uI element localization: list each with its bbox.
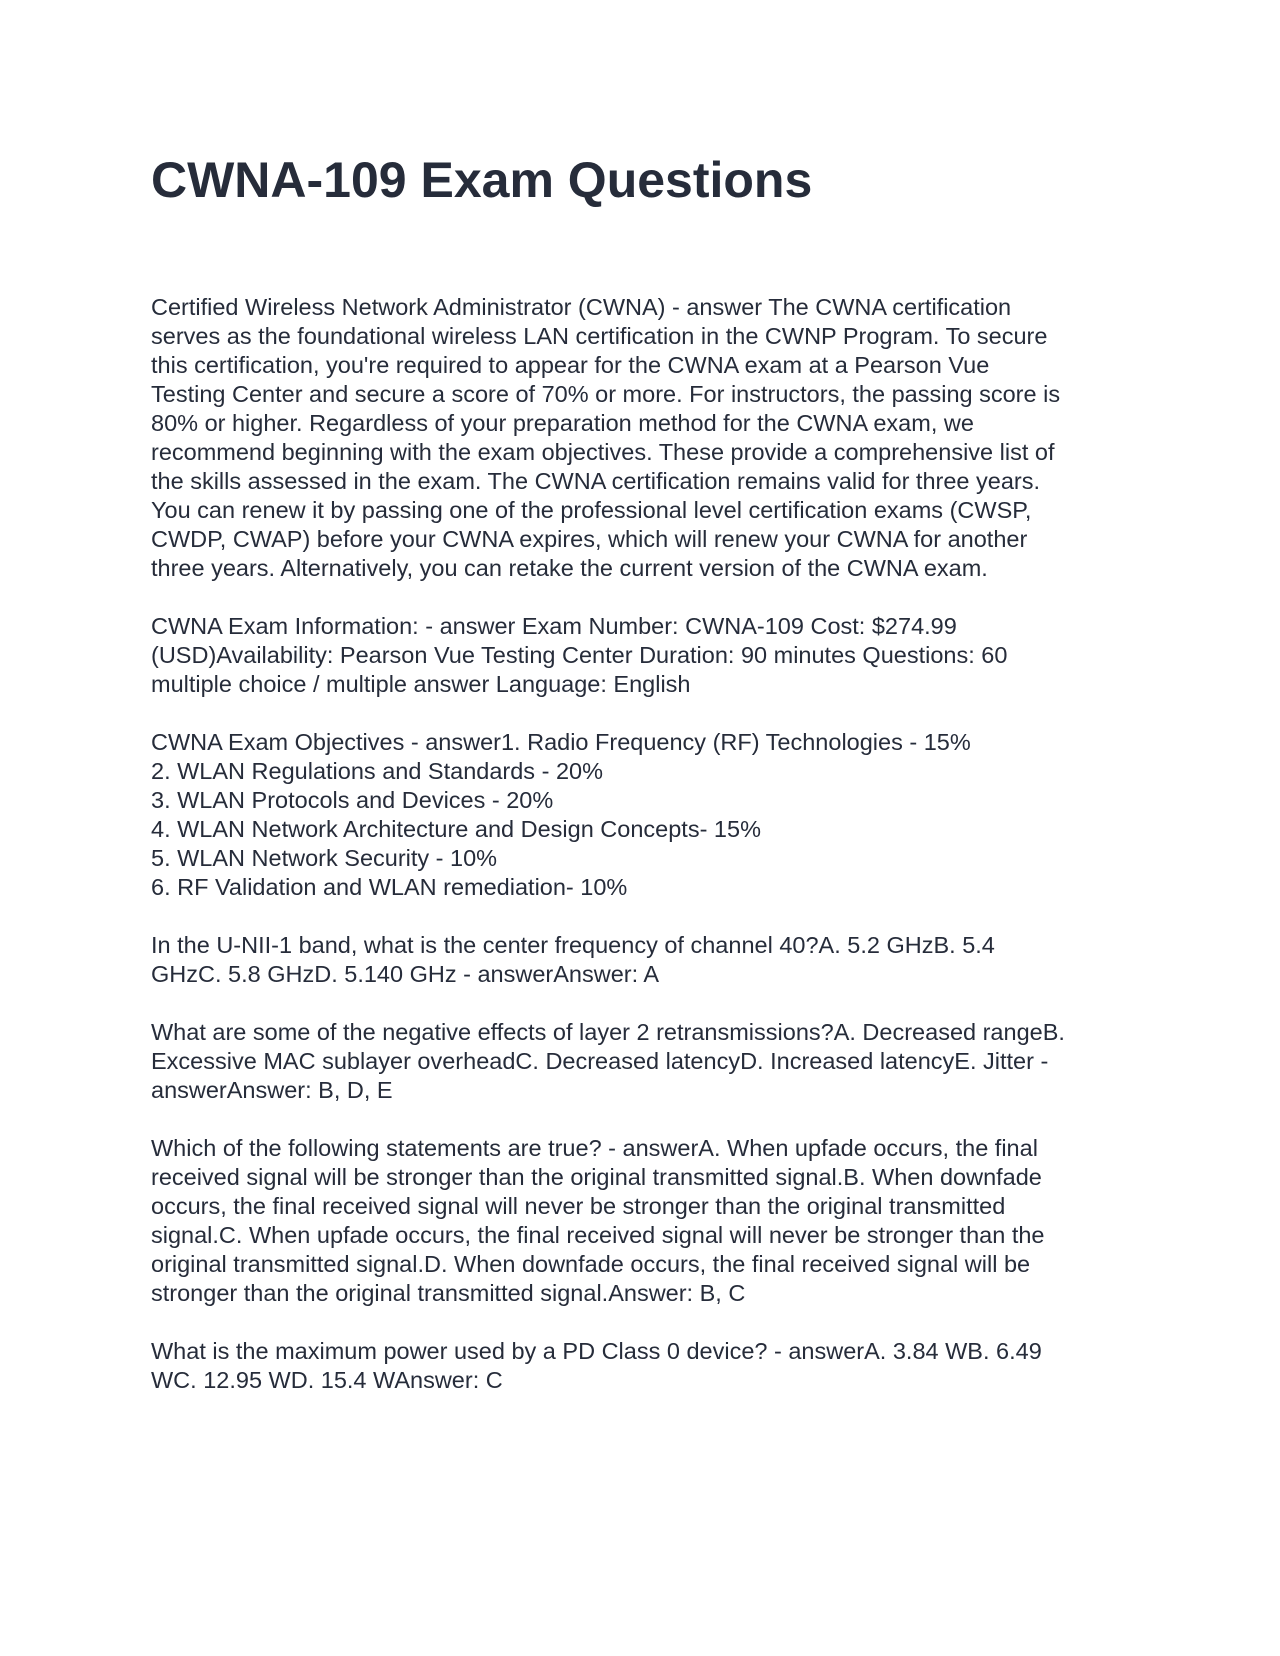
text-line: three years. Alternatively, you can retake the current version of the CWNA exam. — [151, 555, 988, 581]
text-line: CWDP, CWAP) before your CWNA expires, which will renew your CWNA for another — [151, 526, 1028, 552]
text-line: 5. WLAN Network Security - 10% — [151, 845, 498, 871]
text-line: this certification, you're required to appear for the CWNA exam at a Pearson Vue — [151, 352, 990, 378]
text-line: multiple choice / multiple answer Language: English — [151, 671, 691, 697]
text-line: Certified Wireless Network Administrator (CWNA) - answer The CWNA certification — [151, 294, 1012, 320]
text-line: WC. 12.95 WD. 15.4 WAnswer: C — [151, 1367, 503, 1393]
text-line: CWNA Exam Objectives - answer1. Radio Frequency (RF) Technologies - 15% — [151, 729, 971, 755]
document-body — [151, 293, 1141, 1424]
text-line: (USD)Availability: Pearson Vue Testing Center Duration: 90 minutes Questions: 60 — [151, 642, 1008, 668]
text-line: 2. WLAN Regulations and Standards - 20% — [151, 758, 603, 784]
text-line: the skills assessed in the exam. The CWNA certification remains valid for three years. — [151, 468, 1041, 494]
text-line: 4. WLAN Network Architecture and Design Concepts- 15% — [151, 816, 761, 842]
paragraph-exam-information — [151, 612, 1141, 699]
paragraph-question-retransmissions — [151, 1018, 1141, 1105]
paragraph-question-pd-class — [151, 1337, 1141, 1395]
text-line: received signal will be stronger than the original transmitted signal.B. When downfade — [151, 1164, 1042, 1190]
paragraph-exam-objectives — [151, 728, 1141, 902]
text-line: You can renew it by passing one of the professional level certification exams (CWSP, — [151, 497, 1032, 523]
text-line: Excessive MAC sublayer overheadC. Decreased latencyD. Increased latencyE. Jitter - — [151, 1048, 1049, 1074]
paragraph-cwna-intro — [151, 293, 1141, 583]
text-line: CWNA Exam Information: - answer Exam Number: CWNA-109 Cost: $274.99 — [151, 613, 957, 639]
text-line: 80% or higher. Regardless of your preparation method for the CWNA exam, we — [151, 410, 974, 436]
text-line: What are some of the negative effects of layer 2 retransmissions?A. Decreased rangeB. — [151, 1019, 1065, 1045]
paragraph-question-unii-band — [151, 931, 1141, 989]
text-line: What is the maximum power used by a PD Class 0 device? - answerA. 3.84 WB. 6.49 — [151, 1338, 1042, 1364]
text-line: serves as the foundational wireless LAN certification in the CWNP Program. To secure — [151, 323, 1048, 349]
text-line: GHzC. 5.8 GHzD. 5.140 GHz - answerAnswer: A — [151, 961, 660, 987]
text-line: occurs, the final received signal will never be stronger than the original transmitted — [151, 1193, 1006, 1219]
text-line: 3. WLAN Protocols and Devices - 20% — [151, 787, 554, 813]
text-line: stronger than the original transmitted signal.Answer: B, C — [151, 1280, 746, 1306]
text-line: In the U-NII-1 band, what is the center frequency of channel 40?A. 5.2 GHzB. 5.4 — [151, 932, 995, 958]
text-line: recommend beginning with the exam objectives. These provide a comprehensive list of — [151, 439, 1055, 465]
paragraph-question-fading — [151, 1134, 1141, 1308]
text-line: answerAnswer: B, D, E — [151, 1077, 393, 1103]
page-title: CWNA-109 Exam Questions — [151, 152, 813, 208]
text-line: 6. RF Validation and WLAN remediation- 10% — [151, 874, 628, 900]
text-line: Which of the following statements are true? - answerA. When upfade occurs, the final — [151, 1135, 1038, 1161]
text-line: signal.C. When upfade occurs, the final received signal will never be stronger than the — [151, 1222, 1045, 1248]
text-line: original transmitted signal.D. When downfade occurs, the final received signal will be — [151, 1251, 1031, 1277]
text-line: Testing Center and secure a score of 70% or more. For instructors, the passing score is — [151, 381, 1061, 407]
